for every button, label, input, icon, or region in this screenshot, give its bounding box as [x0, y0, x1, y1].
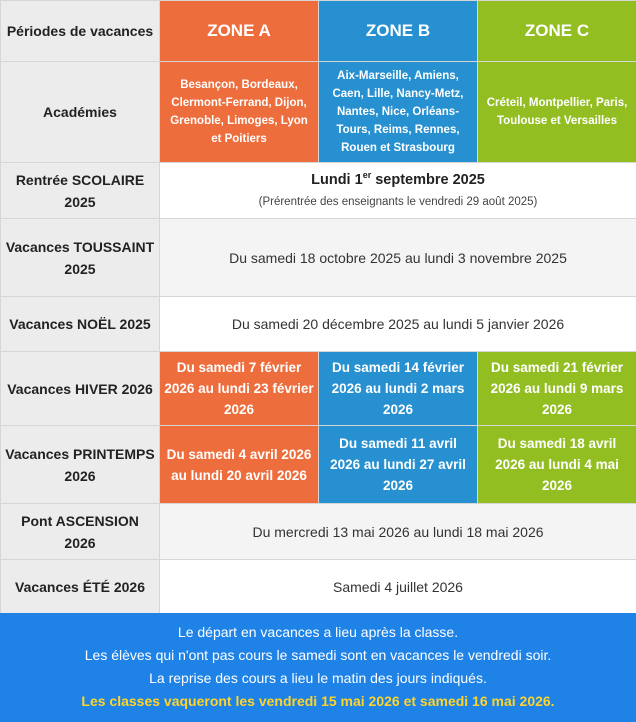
hiver-zone-c: Du samedi 21 février 2026 au lundi 9 mars 2026: [478, 352, 636, 426]
ascension-dates: Du mercredi 13 mai 2026 au lundi 18 mai 2026: [160, 504, 636, 560]
rentree-dates: [160, 163, 636, 219]
academies-row: [1, 62, 636, 163]
printemps-row: [1, 426, 636, 504]
noel-row: [1, 297, 636, 352]
zone-a-academies: Besançon, Bordeaux, Clermont-Ferrand, Dijon, Grenoble, Limoges, Lyon et Poitiers: [160, 62, 319, 163]
header-row: [1, 1, 636, 62]
rentree-date: Lundi 1er septembre 2025: [311, 169, 485, 188]
printemps-zone-c: Du samedi 18 avril 2026 au lundi 4 mai 2026: [478, 426, 636, 504]
footer-notes: [0, 613, 636, 722]
noel-label: Vacances NOËL 2025: [1, 297, 160, 352]
periods-header: Périodes de vacances: [1, 1, 160, 62]
hiver-label: Vacances HIVER 2026: [1, 352, 160, 426]
toussaint-label: Vacances TOUSSAINT 2025: [1, 219, 160, 297]
zone-c-header: ZONE C: [478, 1, 636, 62]
toussaint-row: [1, 219, 636, 297]
ete-row: [1, 560, 636, 615]
zone-c-academies: Créteil, Montpellier, Paris, Toulouse et Versailles: [478, 62, 636, 163]
rentree-row: [1, 163, 636, 219]
printemps-zone-b: Du samedi 11 avril 2026 au lundi 27 avril 2026: [319, 426, 478, 504]
zone-b-header: ZONE B: [319, 1, 478, 62]
hiver-zone-b: Du samedi 14 février 2026 au lundi 2 mars 2026: [319, 352, 478, 426]
toussaint-dates: Du samedi 18 octobre 2025 au lundi 3 novembre 2025: [160, 219, 636, 297]
ascension-row: [1, 504, 636, 560]
ete-dates: Samedi 4 juillet 2026: [160, 560, 636, 615]
hiver-zone-a: Du samedi 7 février 2026 au lundi 23 février 2026: [160, 352, 319, 426]
footer-line-ascension-note: Les classes vaqueront les vendredi 15 mai 2026 et samedi 16 mai 2026.: [81, 693, 555, 709]
zone-b-academies: Aix-Marseille, Amiens, Caen, Lille, Nancy-Metz, Nantes, Nice, Orléans-Tours, Reims, Rennes, Rouen et Strasbourg: [319, 62, 478, 163]
footer-line-resume: La reprise des cours a lieu le matin des jours indiqués.: [149, 670, 487, 686]
ete-label: Vacances ÉTÉ 2026: [1, 560, 160, 615]
hiver-row: [1, 352, 636, 426]
rentree-label: Rentrée SCOLAIRE 2025: [1, 163, 160, 219]
rentree-teacher-note: (Prérentrée des enseignants le vendredi 29 août 2025): [258, 195, 538, 208]
zone-a-header: ZONE A: [160, 1, 319, 62]
noel-dates: Du samedi 20 décembre 2025 au lundi 5 janvier 2026: [160, 297, 636, 352]
printemps-label: Vacances PRINTEMPS 2026: [1, 426, 160, 504]
printemps-zone-a: Du samedi 4 avril 2026 au lundi 20 avril 2026: [160, 426, 319, 504]
academies-label: Académies: [1, 62, 160, 163]
footer-line-departure: Le départ en vacances a lieu après la classe.: [177, 624, 459, 640]
footer-line-saturday: Les élèves qui n'ont pas cours le samedi sont en vacances le vendredi soir.: [84, 647, 552, 663]
ascension-label: Pont ASCENSION 2026: [1, 504, 160, 560]
